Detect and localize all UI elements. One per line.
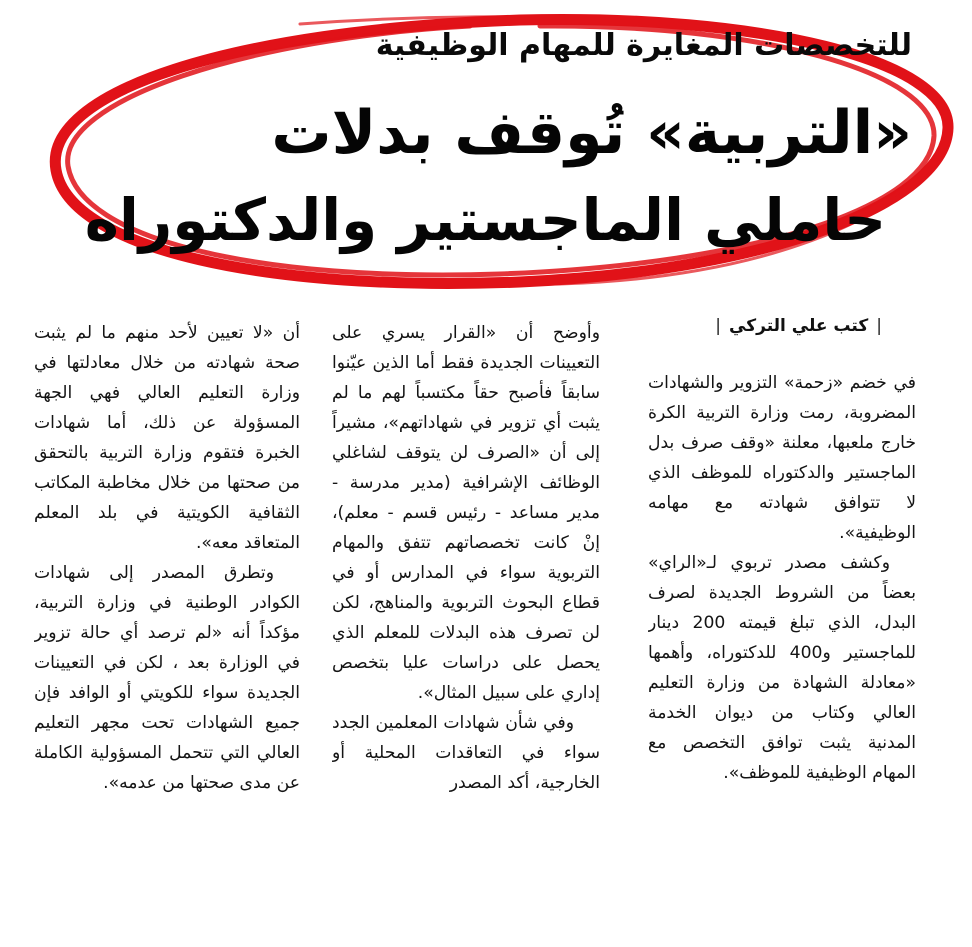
paragraph: وأوضح أن «القرار يسري على التعيينات الجديدة فقط أما الذين عيّنوا سابقاً فأصبح حقاً مكتسباً لهم ما لم يثبت أي تزوير في شهاداتهم»، مشيراً إلى أن «الصرف لن يتوقف لشاغلي الوظائف الإشرافية (مدير مدرسة - مدير مساعد - رئيس قسم - معلم)، إنْ كانت تخصصاتهم تتفق والمهام التربوية سواء في المدارس أو في قطاع البحوث التربوية والمناهج، لكن لن تصرف هذه البدلات للمعلم الذي يحصل على دراسات عليا بتخصص إداري على سبيل المثال». <box>332 323 600 703</box>
paragraph: في خضم «زحمة» التزوير والشهادات المضروبة، رمت وزارة التربية الكرة خارج ملعبها، معلنة «وقف صرف بدل الماجستير والدكتوراه للموظف الذي لا تتوافق شهادته مع مهامه الوظيفية». <box>648 373 916 543</box>
headline-title-line-2: حاملي الماجستير والدكتوراه <box>84 186 886 254</box>
byline <box>707 316 890 336</box>
paragraph: وفي شأن شهادات المعلمين الجدد سواء في التعاقدات المحلية أو الخارجية، أكد المصدر <box>332 713 600 793</box>
byline-separator-left: | <box>715 316 722 336</box>
paragraph: وكشف مصدر تربوي لـ«الراي» بعضاً من الشروط الجديدة لصرف البدل، الذي تبلغ قيمته 200 دينار للماجستير و400 للدكتوراه، وأهمها «معادلة الشهادة من وزارة التعليم العالي وكتاب من ديوان الخدمة المدنية يثبت توافق التخصص مع المهام الوظيفية للموظف». <box>648 553 916 783</box>
article-column-2 <box>332 318 600 930</box>
author-name: كتب علي التركي <box>729 316 869 336</box>
headline-kicker: للتخصصات المغايرة للمهام الوظيفية <box>375 28 912 63</box>
headline-title-line-1: «التربية» تُوقف بدلات <box>271 98 912 168</box>
byline-separator-right: | <box>876 316 882 336</box>
paragraph: أن «لا تعيين لأحد منهم ما لم يثبت صحة شهادته من خلال معادلتها في وزارة التعليم العالي فهي الجهة المسؤولة عن ذلك، أما شهادات الخبرة فتقوم وزارة التربية بالتحقق من صحتها من خلال مخاطبة المكاتب الثقافية الكويتية في بلد المعلم المتعاقد معه». <box>34 323 300 553</box>
article-column-3 <box>34 318 300 930</box>
paragraph: وتطرق المصدر إلى شهادات الكوادر الوطنية في وزارة التربية، مؤكداً أنه «لم ترصد أي حالة تزوير في الوزارة بعد ، لكن في التعيينات الجديدة سواء للكويتي أو الوافد فإن جميع الشهادات تحت مجهر التعليم العالي التي تتحمل المسؤولية الكاملة عن مدى صحتها من عدمه». <box>34 563 300 793</box>
article-column-1 <box>648 368 916 930</box>
